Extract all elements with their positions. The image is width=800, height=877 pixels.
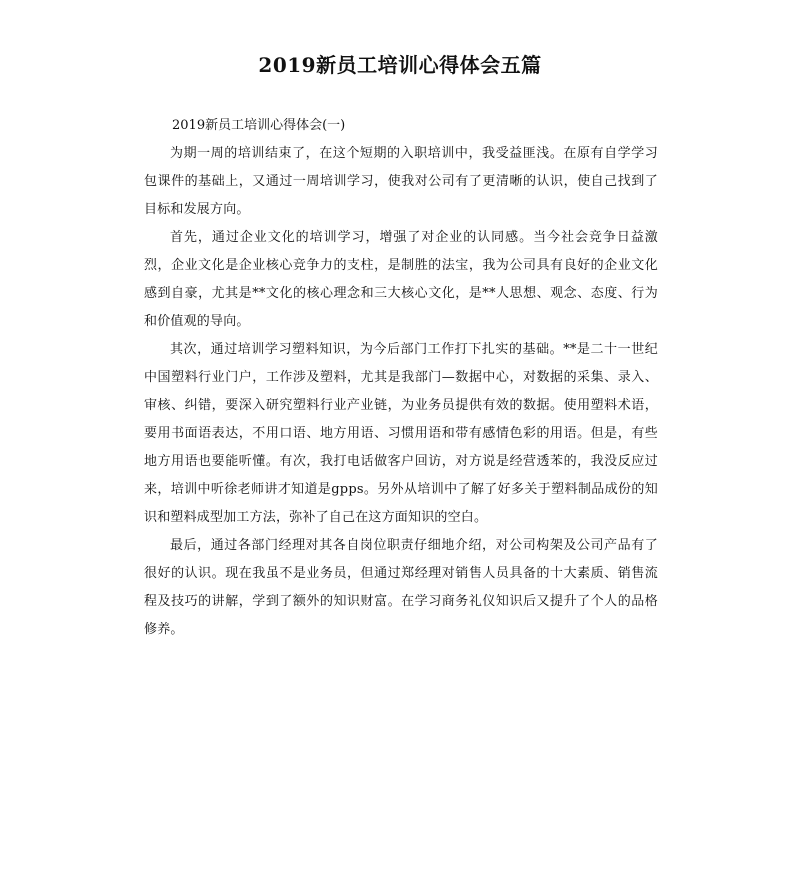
paragraph-1: 为期一周的培训结束了，在这个短期的入职培训中，我受益匪浅。在原有自学学习包课件的基础上，又通过一周培训学习，使我对公司有了更清晰的认识，使自己找到了目标和发展方向。 (144, 146, 658, 217)
paragraph-3: 其次，通过培训学习塑料知识，为今后部门工作打下扎实的基础。**是二十一世纪中国塑料行业门户，工作涉及塑料，尤其是我部门—数据中心，对数据的采集、录入、审核、纠错，要深入研究塑料行业产业链，为业务员提供有效的数据。使用塑料术语，要用书面语表达，不用口语、地方用语、习惯用语和带有感情色彩的用语。但是，有些地方用语也要能听懂。有次，我打电话做客户回访，对方说是经营透苯的，我没反应过来，培训中听徐老师讲才知道是gpps。另外从培训中了解了好多关于塑料制品成份的知识和塑料成型加工方法，弥补了自己在这方面知识的空白。 (144, 342, 658, 525)
section-subtitle: 2019新员工培训心得体会(一) (172, 118, 346, 133)
document-title: 2019新员工培训心得体会五篇 (258, 53, 542, 77)
document-body (144, 112, 658, 644)
paragraph-2: 首先，通过企业文化的培训学习，增强了对企业的认同感。当今社会竞争日益激烈，企业文化是企业核心竞争力的支柱，是制胜的法宝，我为公司具有良好的企业文化感到自豪，尤其是**文化的核心理念和三大核心文化，是**人思想、观念、态度、行为和价值观的导向。 (144, 230, 658, 329)
paragraph-4: 最后，通过各部门经理对其各自岗位职责仔细地介绍，对公司构架及公司产品有了很好的认识。现在我虽不是业务员，但通过郑经理对销售人员具备的十大素质、销售流程及技巧的讲解，学到了额外的知识财富。在学习商务礼仪知识后又提升了个人的品格修养。 (144, 538, 658, 637)
